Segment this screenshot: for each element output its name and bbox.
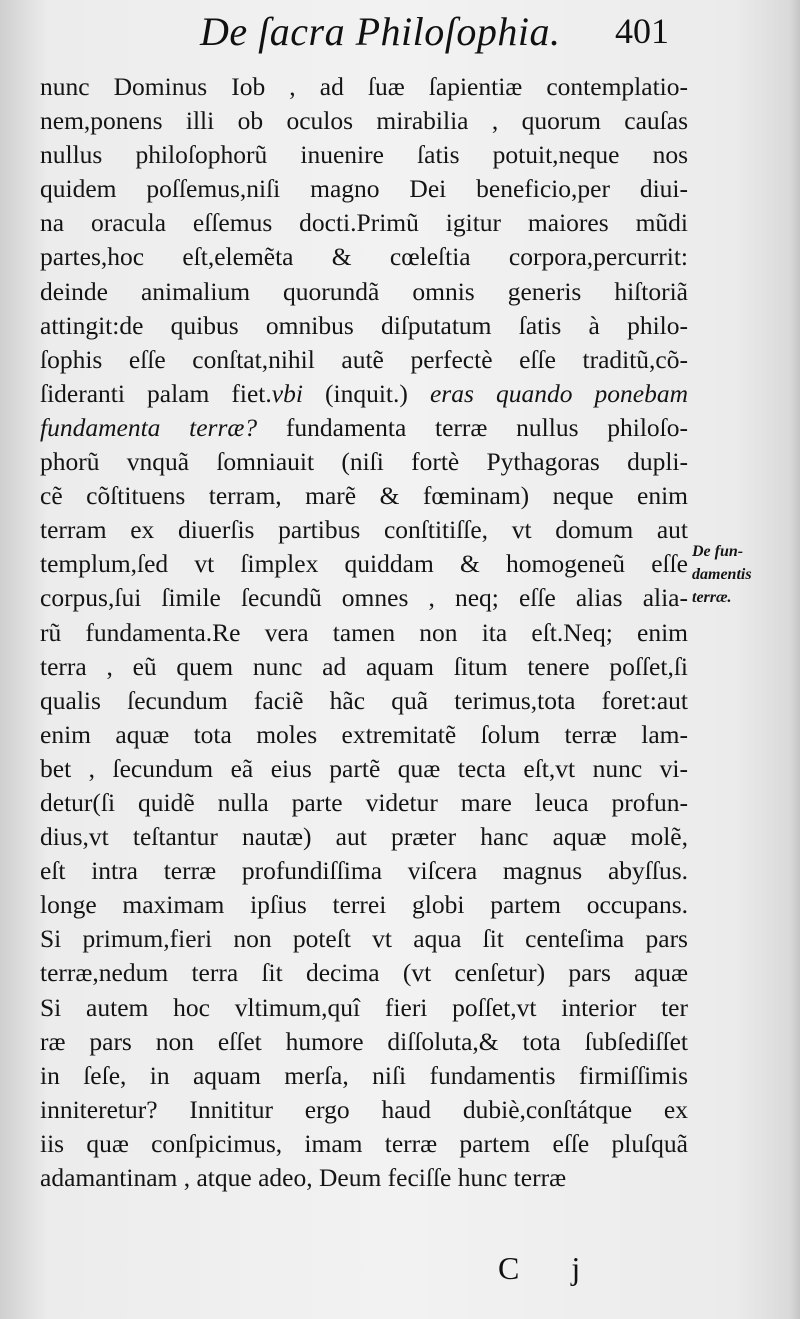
text-line: partes,hoc eſt,elemẽta & cœleſtia corpora,percurrit: <box>40 242 688 272</box>
text-line: detur(ſi quidẽ nulla parte videtur mare leuca profun- <box>40 787 688 817</box>
text-line: iis quæ conſpicimus, imam terræ partem eſſe pluſquã <box>40 1128 688 1158</box>
text-line: templum,ſed vt ſimplex quiddam & homogeneũ eſſe <box>40 549 688 579</box>
text-line: terra , eũ quem nunc ad aquam ſitum tenere poſſet,ſi <box>40 651 688 681</box>
text-line: in ſeſe, in aquam merſa, niſi fundamentis firmiſſimis <box>40 1060 688 1090</box>
quotation-italic: fundamenta terræ? <box>40 412 258 442</box>
text-segment: fundamenta terræ nullus philoſo- <box>257 412 688 442</box>
quotation-italic: eras quando ponebam <box>429 378 688 408</box>
page-edge-shadow <box>790 0 800 1319</box>
text-line: enim aquæ tota moles extremitatẽ ſolum terræ lam- <box>40 719 688 749</box>
margin-note-line: damentis <box>692 566 752 583</box>
text-line: ræ pars non eſſet humore diſſoluta,& tota ſubſediſſet <box>40 1026 688 1056</box>
text-line: terram ex diuerſis partibus conſtitiſſe, vt domum aut <box>40 515 688 545</box>
margin-note <box>692 540 792 609</box>
text-segment: ſideranti palam fiet. <box>40 378 272 408</box>
body-text <box>40 70 688 1195</box>
quotation-italic: vbi <box>271 378 303 408</box>
text-line: na oracula eſſemus docti.Primũ igitur maiores mũdi <box>40 208 688 238</box>
text-line: adamantinam , atque adeo, Deum feciſſe hunc terræ <box>40 1163 567 1192</box>
text-line: dius,vt teſtantur nautæ) aut præter hanc aquæ molẽ, <box>40 822 688 852</box>
text-line: Si autem hoc vltimum,quî fieri poſſet,vt interior ter <box>40 992 688 1022</box>
text-line: inniteretur? Innititur ergo haud dubiè,conſtátque ex <box>40 1094 688 1124</box>
text-line: nem,ponens illi ob oculos mirabilia , quorum cauſas <box>40 106 688 136</box>
text-line: ſophis eſſe conſtat,nihil autẽ perfectè eſſe traditũ,cõ- <box>40 344 688 374</box>
text-line: qualis ſecundum faciẽ hãc quã terimus,tota foret:aut <box>40 685 688 715</box>
text-line: longe maximam ipſius terrei globi partem occupans. <box>40 890 688 920</box>
text-line: quidem poſſemus,niſi magno Dei beneficio,per diui- <box>40 174 688 204</box>
running-head-title: De ſacra Philoſophia. <box>200 9 561 54</box>
margin-note-line: terræ. <box>692 589 732 606</box>
page-number: 401 <box>615 11 669 51</box>
text-line: rũ fundamenta.Re vera tamen non ita eſt.Neq; enim <box>40 617 688 647</box>
text-line: terræ,nedum terra ſit decima (vt cenſetur) pars aquæ <box>40 958 688 988</box>
text-segment: (inquit.) <box>302 378 430 408</box>
text-line: deinde animalium quorundã omnis generis hiſtoriã <box>40 276 688 306</box>
margin-note-line: De fun- <box>692 543 744 560</box>
text-line: phorũ vnquã ſomniauit (niſi fortè Pythagoras dupli- <box>40 447 688 477</box>
text-line: Si primum,fieri non poteſt vt aqua ſit centeſima pars <box>40 924 688 954</box>
text-line: bet , ſecundum eã eius partẽ quæ tecta eſt,vt nunc vi- <box>40 753 688 783</box>
text-line-with-quotation <box>40 411 688 445</box>
text-line: corpus,ſui ſimile ſecundũ omnes , neq; eſſe alias alia- <box>40 583 688 613</box>
text-line: nullus philoſophorũ inuenire ſatis potuit,neque nos <box>40 140 688 170</box>
text-line: nunc Dominus Iob , ad ſuæ ſapientiæ contemplatio- <box>40 72 688 101</box>
text-line: attingit:de quibus omnibus diſputatum ſatis à philo- <box>40 310 688 340</box>
text-line: cẽ cõſtituens terram, marẽ & fœminam) neque enim <box>40 481 688 511</box>
text-line: eſt intra terræ profundiſſima viſcera magnus abyſſus. <box>40 856 688 886</box>
signature-mark: C j <box>498 1250 603 1286</box>
text-line-with-quotation <box>40 377 688 411</box>
